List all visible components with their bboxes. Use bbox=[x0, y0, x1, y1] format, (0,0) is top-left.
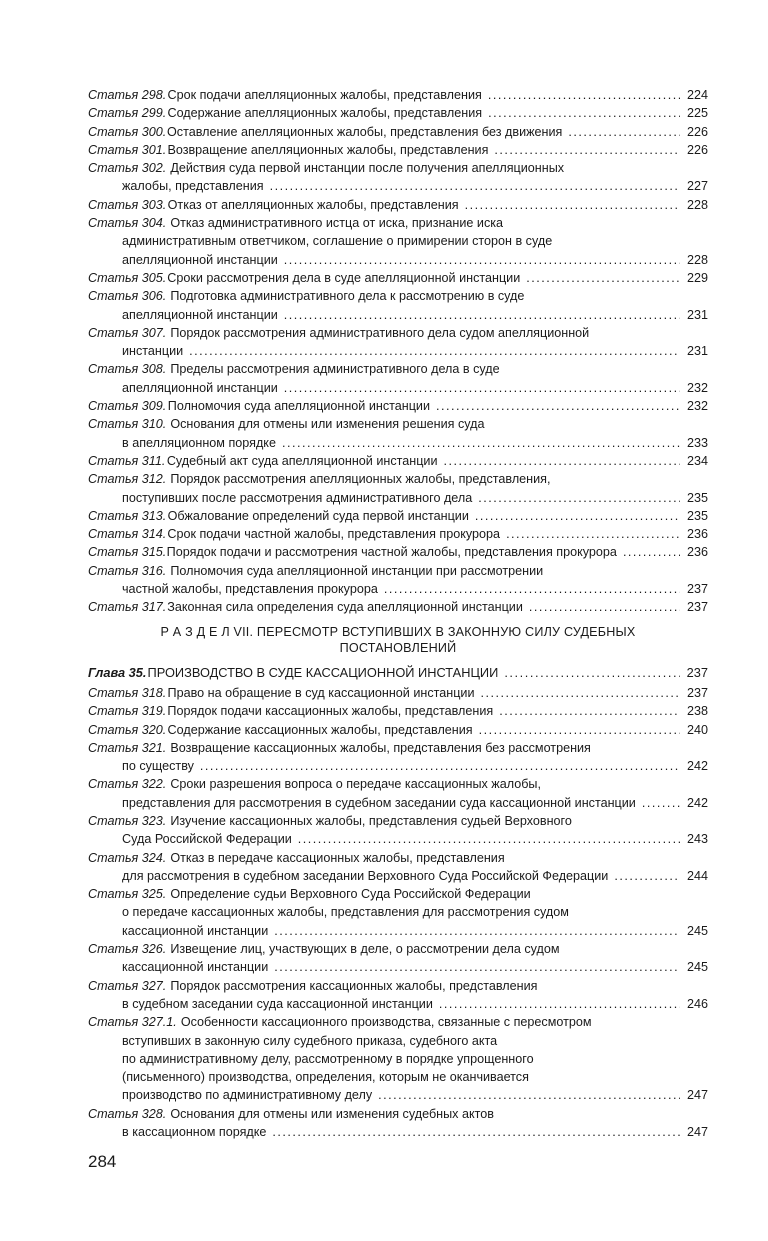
article-label: Статья 314. bbox=[88, 527, 167, 542]
page-number: 233 bbox=[686, 435, 708, 450]
toc-entry[interactable] bbox=[88, 525, 708, 543]
article-label: Статья 302. bbox=[88, 161, 167, 176]
toc-entry[interactable] bbox=[88, 739, 708, 776]
page-number: 237 bbox=[686, 582, 708, 597]
page-number: 226 bbox=[686, 124, 708, 139]
article-title: Содержание кассационных жалобы, представления bbox=[167, 722, 473, 737]
leader-dots bbox=[384, 580, 680, 598]
article-title: Особенности кассационного производства, связанные с пересмотром bbox=[180, 1015, 592, 1030]
article-title: Сроки разрешения вопроса о передаче кассационных жалобы, bbox=[170, 777, 541, 792]
toc-entry[interactable] bbox=[88, 721, 708, 739]
toc-entry-line bbox=[88, 903, 708, 921]
section-heading-line: ПОСТАНОВЛЕНИЙ bbox=[339, 640, 457, 655]
page-number: 244 bbox=[686, 868, 708, 883]
article-title: Порядок подачи кассационных жалобы, представления bbox=[167, 704, 494, 719]
leader-dots bbox=[274, 958, 680, 976]
leader-dots bbox=[272, 1123, 680, 1141]
toc-entry-line bbox=[88, 342, 708, 360]
article-label: Статья 310. bbox=[88, 417, 167, 432]
article-title: Порядок рассмотрения апелляционных жалобы, представления, bbox=[170, 472, 551, 487]
toc-entry[interactable] bbox=[88, 159, 708, 196]
article-label: Статья 303. bbox=[88, 197, 167, 212]
article-title: Оставление апелляционных жалобы, представления без движения bbox=[166, 124, 563, 139]
article-title: жалобы, представления bbox=[122, 179, 264, 194]
article-title: Отказ от апелляционных жалобы, представления bbox=[167, 197, 459, 212]
leader-dots bbox=[298, 830, 680, 848]
article-title: кассационной инстанции bbox=[122, 960, 269, 975]
page-number: 243 bbox=[686, 832, 708, 847]
article-label: Статья 306. bbox=[88, 289, 167, 304]
chapter-entry[interactable] bbox=[88, 664, 708, 682]
leader-dots bbox=[479, 721, 680, 739]
toc-entry-line bbox=[88, 598, 708, 616]
page-number: 245 bbox=[686, 923, 708, 938]
toc-entry-line bbox=[88, 1032, 708, 1050]
article-title: представления для рассмотрения в судебном заседании суда кассационной инстанции bbox=[122, 795, 636, 810]
article-title: Полномочия суда апелляционной инстанции bbox=[167, 399, 430, 414]
toc-entry-line bbox=[88, 159, 708, 177]
toc-entry-line bbox=[88, 543, 708, 561]
toc-entry-line bbox=[88, 507, 708, 525]
leader-dots bbox=[439, 995, 680, 1013]
toc-entry-line bbox=[88, 1013, 708, 1031]
leader-dots bbox=[270, 177, 680, 195]
section-heading-line: Р А З Д Е Л VII. ПЕРЕСМОТР ВСТУПИВШИХ В ЗАКОННУЮ СИЛУ СУДЕБНЫХ bbox=[160, 624, 636, 639]
article-title: в кассационном порядке bbox=[122, 1125, 267, 1140]
article-title: по административному делу, рассмотренному в порядке упрощенного bbox=[122, 1051, 534, 1066]
article-label: Статья 322. bbox=[88, 777, 167, 792]
toc-list-appeal bbox=[88, 86, 708, 617]
article-title: (письменного) производства, определения, которым не оканчивается bbox=[122, 1070, 529, 1085]
leader-dots bbox=[499, 702, 680, 720]
toc-entry-line bbox=[88, 104, 708, 122]
toc-entry-line bbox=[88, 470, 708, 488]
article-label: Статья 317. bbox=[88, 600, 167, 615]
article-label: Статья 298. bbox=[88, 88, 167, 102]
toc-list-cassation bbox=[88, 684, 708, 1141]
leader-dots bbox=[504, 664, 680, 682]
article-title: кассационной инстанции bbox=[122, 923, 269, 938]
leader-dots bbox=[274, 922, 680, 940]
article-title: Действия суда первой инстанции после получения апелляционных bbox=[170, 161, 565, 176]
toc-entry[interactable] bbox=[88, 287, 708, 324]
leader-dots bbox=[488, 104, 680, 122]
article-label: Статья 307. bbox=[88, 325, 167, 340]
leader-dots bbox=[475, 507, 680, 525]
article-title: производство по административному делу bbox=[122, 1088, 373, 1103]
toc-entry-line bbox=[88, 684, 708, 702]
toc-entry-line bbox=[88, 1068, 708, 1086]
page-number: 235 bbox=[686, 508, 708, 523]
toc-entry[interactable] bbox=[88, 269, 708, 287]
article-title: поступивших после рассмотрения административного дела bbox=[122, 490, 473, 505]
toc-entry-line bbox=[88, 379, 708, 397]
page-number: 224 bbox=[686, 88, 708, 102]
toc-entry-line bbox=[88, 287, 708, 305]
page-number: 235 bbox=[686, 490, 708, 505]
leader-dots bbox=[568, 123, 680, 141]
article-title: Порядок рассмотрения административного дела судом апелляционной bbox=[170, 325, 590, 340]
article-title: Подготовка административного дела к рассмотрению в суде bbox=[170, 289, 525, 304]
page-number: 247 bbox=[686, 1088, 708, 1103]
article-title: Полномочия суда апелляционной инстанции при рассмотрении bbox=[170, 563, 544, 578]
toc-entry[interactable] bbox=[88, 214, 708, 269]
article-label: Статья 326. bbox=[88, 942, 167, 957]
article-title: Возвращение апелляционных жалобы, представления bbox=[167, 142, 489, 157]
toc-entry[interactable] bbox=[88, 507, 708, 525]
toc-entry-line bbox=[88, 1123, 708, 1141]
article-label: Статья 315. bbox=[88, 545, 167, 560]
article-title: вступивших в законную силу судебного приказа, судебного акта bbox=[122, 1033, 498, 1048]
toc-entry-line bbox=[88, 775, 708, 793]
article-title: Суда Российской Федерации bbox=[122, 832, 292, 847]
toc-entry[interactable] bbox=[88, 324, 708, 361]
toc-entry-line bbox=[88, 580, 708, 598]
toc-entry-line bbox=[88, 415, 708, 433]
article-label: Статья 318. bbox=[88, 685, 167, 700]
article-title: административным ответчиком, соглашение о примирении сторон в суде bbox=[122, 234, 553, 249]
toc-entry[interactable] bbox=[88, 812, 708, 849]
toc-entry[interactable] bbox=[88, 415, 708, 452]
page-number: 226 bbox=[686, 142, 708, 157]
article-label: Статья 299. bbox=[88, 106, 167, 121]
article-title: Право на обращение в суд кассационной инстанции bbox=[167, 685, 475, 700]
article-title: Законная сила определения суда апелляционной инстанции bbox=[167, 600, 523, 615]
page-number: 228 bbox=[686, 252, 708, 267]
article-title: Отказ административного истца от иска, признание иска bbox=[170, 216, 504, 231]
page-number: 225 bbox=[686, 106, 708, 121]
article-title: в судебном заседании суда кассационной инстанции bbox=[122, 996, 433, 1011]
article-label: Статья 308. bbox=[88, 362, 167, 377]
toc-entry[interactable] bbox=[88, 977, 708, 1014]
page-folio: 284 bbox=[88, 1152, 117, 1171]
article-title: апелляционной инстанции bbox=[122, 307, 278, 322]
leader-dots bbox=[378, 1086, 680, 1104]
article-title: частной жалобы, представления прокурора bbox=[122, 582, 378, 597]
toc-entry-line bbox=[88, 196, 708, 214]
page-number: 238 bbox=[686, 704, 708, 719]
toc-entry[interactable] bbox=[88, 360, 708, 397]
toc-entry[interactable] bbox=[88, 123, 708, 141]
page-number: 237 bbox=[686, 664, 708, 680]
page-number: 232 bbox=[686, 399, 708, 414]
article-label: Статья 316. bbox=[88, 563, 167, 578]
toc-entry-line bbox=[88, 562, 708, 580]
page-number: 237 bbox=[686, 685, 708, 700]
article-title: Обжалование определений суда первой инстанции bbox=[167, 508, 469, 523]
toc-entry[interactable] bbox=[88, 470, 708, 507]
toc-entry-line bbox=[88, 177, 708, 195]
toc-entry-line bbox=[88, 794, 708, 812]
page-number: 242 bbox=[686, 795, 708, 810]
leader-dots bbox=[642, 794, 680, 812]
article-title: инстанции bbox=[122, 344, 184, 359]
toc-entry-line bbox=[88, 1086, 708, 1104]
page-number: 234 bbox=[686, 453, 708, 468]
page-number: 232 bbox=[686, 380, 708, 395]
article-title: Пределы рассмотрения административного дела в суде bbox=[170, 362, 500, 377]
leader-dots bbox=[481, 684, 681, 702]
leader-dots bbox=[506, 525, 680, 543]
table-of-contents bbox=[88, 86, 708, 1141]
leader-dots bbox=[436, 397, 680, 415]
page-number: 242 bbox=[686, 759, 708, 774]
article-title: Содержание апелляционных жалобы, представления bbox=[167, 106, 483, 121]
leader-dots bbox=[494, 141, 680, 159]
toc-entry-line bbox=[88, 86, 708, 104]
article-label: Статья 311. bbox=[88, 453, 166, 468]
leader-dots bbox=[529, 598, 680, 616]
page-number: 245 bbox=[686, 960, 708, 975]
leader-dots bbox=[443, 452, 680, 470]
toc-entry-line bbox=[88, 324, 708, 342]
article-title: для рассмотрения в судебном заседании Верховного Суда Российской Федерации bbox=[122, 868, 609, 883]
toc-entry-line bbox=[88, 251, 708, 269]
leader-dots bbox=[623, 543, 680, 561]
toc-entry[interactable] bbox=[88, 562, 708, 599]
toc-entry[interactable] bbox=[88, 1013, 708, 1104]
page-number: 231 bbox=[686, 344, 708, 359]
article-label: Статья 304. bbox=[88, 216, 167, 231]
leader-dots bbox=[488, 86, 680, 104]
article-title: Извещение лиц, участвующих в деле, о рассмотрении дела судом bbox=[170, 942, 560, 957]
toc-entry[interactable] bbox=[88, 196, 708, 214]
page-number: 237 bbox=[686, 600, 708, 615]
toc-entry-line bbox=[88, 977, 708, 995]
toc-entry-line bbox=[88, 489, 708, 507]
toc-entry-line bbox=[88, 885, 708, 903]
toc-entry-line bbox=[88, 1105, 708, 1123]
toc-entry[interactable] bbox=[88, 141, 708, 159]
toc-entry-line bbox=[88, 397, 708, 415]
toc-entry[interactable] bbox=[88, 849, 708, 886]
toc-entry-line bbox=[88, 702, 708, 720]
article-title: Определение судьи Верховного Суда Российской Федерации bbox=[170, 887, 531, 902]
leader-dots bbox=[284, 251, 680, 269]
toc-entry-line bbox=[88, 830, 708, 848]
article-title: Порядок рассмотрения кассационных жалобы, представления bbox=[170, 978, 538, 993]
leader-dots bbox=[478, 489, 680, 507]
article-title: апелляционной инстанции bbox=[122, 252, 278, 267]
toc-entry-line bbox=[88, 232, 708, 250]
article-label: Статья 328. bbox=[88, 1106, 167, 1121]
leader-dots bbox=[284, 306, 680, 324]
chapter-title: ПРОИЗВОДСТВО В СУДЕ КАССАЦИОННОЙ ИНСТАНЦИИ bbox=[147, 664, 499, 680]
article-title: Отказ в передаче кассационных жалобы, представления bbox=[170, 850, 505, 865]
toc-entry[interactable] bbox=[88, 543, 708, 561]
toc-entry[interactable] bbox=[88, 684, 708, 702]
toc-entry[interactable] bbox=[88, 1105, 708, 1142]
article-label: Статья 301. bbox=[88, 142, 167, 157]
toc-entry-line bbox=[88, 306, 708, 324]
toc-entry-line bbox=[88, 867, 708, 885]
article-title: Судебный акт суда апелляционной инстанции bbox=[166, 453, 438, 468]
article-title: о передаче кассационных жалобы, представления для рассмотрения судом bbox=[122, 905, 569, 920]
article-title: в апелляционном порядке bbox=[122, 435, 276, 450]
article-label: Статья 309. bbox=[88, 399, 167, 414]
article-label: Статья 319. bbox=[88, 704, 167, 719]
leader-dots bbox=[284, 379, 680, 397]
article-title: Возвращение кассационных жалобы, представления без рассмотрения bbox=[170, 740, 591, 755]
page-number: 236 bbox=[686, 527, 708, 542]
leader-dots bbox=[282, 434, 680, 452]
article-label: Статья 320. bbox=[88, 722, 167, 737]
article-title: Изучение кассационных жалобы, представления судьей Верховного bbox=[170, 813, 572, 828]
toc-entry-line bbox=[88, 958, 708, 976]
leader-dots bbox=[614, 867, 680, 885]
toc-entry-line bbox=[88, 123, 708, 141]
article-title: Порядок подачи и рассмотрения частной жалобы, представления прокурора bbox=[166, 545, 617, 560]
article-title: Срок подачи частной жалобы, представления прокурора bbox=[167, 527, 501, 542]
leader-dots bbox=[200, 757, 680, 775]
toc-entry[interactable] bbox=[88, 885, 708, 940]
article-title: Срок подачи апелляционных жалобы, представления bbox=[167, 88, 482, 102]
leader-dots bbox=[189, 342, 680, 360]
toc-entry-line bbox=[88, 849, 708, 867]
toc-entry[interactable] bbox=[88, 86, 708, 104]
toc-entry-line bbox=[88, 434, 708, 452]
article-label: Статья 325. bbox=[88, 887, 167, 902]
article-label: Статья 327. bbox=[88, 978, 167, 993]
article-title: по существу bbox=[122, 759, 194, 774]
toc-entry[interactable] bbox=[88, 702, 708, 720]
leader-dots bbox=[526, 269, 680, 287]
page-number: 247 bbox=[686, 1125, 708, 1140]
article-label: Статья 324. bbox=[88, 850, 167, 865]
article-title: Основания для отмены или изменения решения суда bbox=[170, 417, 485, 432]
toc-entry-line bbox=[88, 940, 708, 958]
page-number: 246 bbox=[686, 996, 708, 1011]
toc-entry-line bbox=[88, 360, 708, 378]
page-number: 240 bbox=[686, 722, 708, 737]
article-label: Статья 305. bbox=[88, 270, 167, 285]
chapter-label: Глава 35. bbox=[88, 664, 147, 680]
toc-entry-line bbox=[88, 995, 708, 1013]
toc-entry-line bbox=[88, 739, 708, 757]
page-number: 229 bbox=[686, 270, 708, 285]
article-title: Сроки рассмотрения дела в суде апелляционной инстанции bbox=[167, 270, 521, 285]
toc-entry[interactable] bbox=[88, 104, 708, 122]
toc-entry-line bbox=[88, 269, 708, 287]
article-label: Статья 312. bbox=[88, 472, 167, 487]
article-label: Статья 323. bbox=[88, 813, 167, 828]
page-number: 227 bbox=[686, 179, 708, 194]
toc-entry-line bbox=[88, 452, 708, 470]
section-heading bbox=[88, 624, 708, 656]
article-label: Статья 300. bbox=[88, 124, 167, 139]
toc-entry-line bbox=[88, 922, 708, 940]
toc-entry-line bbox=[88, 1050, 708, 1068]
page-number: 236 bbox=[686, 545, 708, 560]
toc-entry-line bbox=[88, 141, 708, 159]
article-label: Статья 327.1. bbox=[88, 1015, 177, 1030]
toc-entry[interactable] bbox=[88, 452, 708, 470]
toc-entry-line bbox=[88, 525, 708, 543]
page-number: 231 bbox=[686, 307, 708, 322]
toc-entry[interactable] bbox=[88, 940, 708, 977]
toc-entry-line bbox=[88, 721, 708, 739]
article-label: Статья 313. bbox=[88, 508, 167, 523]
toc-entry-line bbox=[88, 214, 708, 232]
toc-entry[interactable] bbox=[88, 775, 708, 812]
toc-entry-line bbox=[88, 812, 708, 830]
article-title: Основания для отмены или изменения судебных актов bbox=[170, 1106, 494, 1121]
leader-dots bbox=[465, 196, 680, 214]
toc-entry[interactable] bbox=[88, 598, 708, 616]
article-title: апелляционной инстанции bbox=[122, 380, 278, 395]
toc-entry-line bbox=[88, 757, 708, 775]
article-label: Статья 321. bbox=[88, 740, 167, 755]
toc-entry[interactable] bbox=[88, 397, 708, 415]
page-number: 228 bbox=[686, 197, 708, 212]
